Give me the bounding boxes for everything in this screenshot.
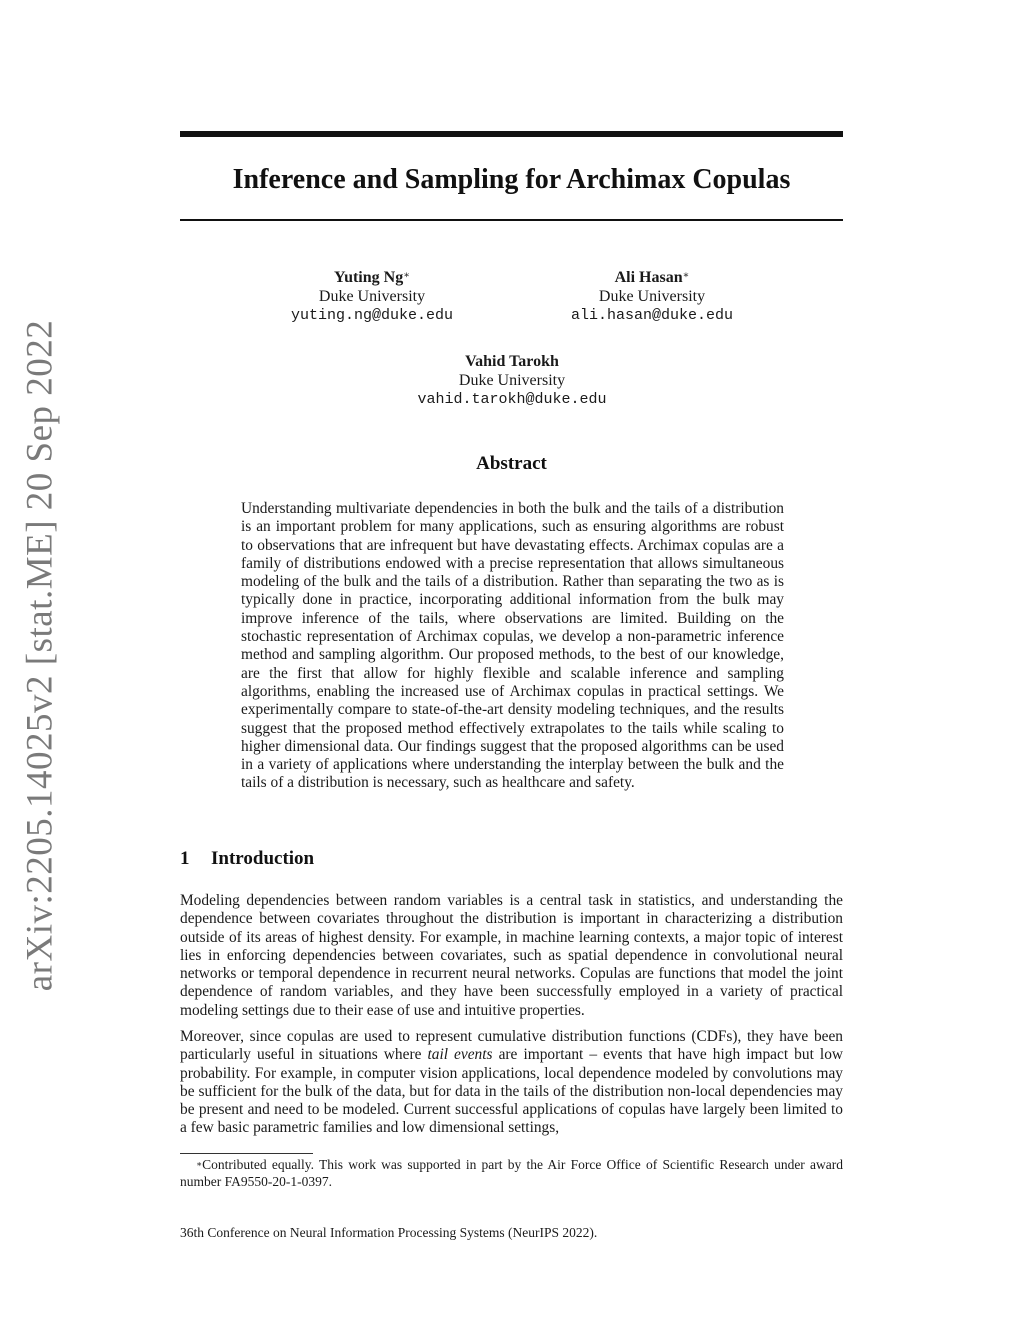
- author-name: Vahid Tarokh: [465, 353, 559, 370]
- footnote-text: Contributed equally. This work was supported in part by the Air Force Office of Scientific Research under award number FA9550-20-1-0397.: [180, 1157, 843, 1189]
- author-affiliation: Duke University: [598, 288, 706, 305]
- author-affiliation: Duke University: [318, 288, 426, 305]
- author-name-container: [400, 352, 624, 371]
- introduction-paragraph-1: Modeling dependencies between random variables is a central task in statistics, and understanding the dependence between covariates throughout the distribution is important in characterizing a distribution outside of its areas of highest density. For example, in machine learning contexts, a major topic of interest lies in enforcing dependencies between covariates, such as spatial dependence in convolutional neural networks or temporal dependence in recurrent neural networks. Copulas are functions that model the joint dependence of random variables, and they have been successfully employed in a variety of practical modeling settings due to their ease of use and intuitive properties.: [180, 892, 843, 1019]
- footnote: [180, 1157, 843, 1190]
- equal-contribution-mark: ∗: [403, 270, 410, 281]
- paper-title: Inference and Sampling for Archimax Copulas: [232, 164, 791, 195]
- author-email: ali.hasan@duke.edu: [570, 307, 734, 324]
- author-name-container: [272, 268, 472, 287]
- emphasized-term: tail events: [427, 1046, 493, 1064]
- section-number: 1: [180, 848, 190, 869]
- arxiv-identifier-text: arXiv:2205.14025v2 [stat.ME] 20 Sep 2022: [19, 319, 61, 991]
- author-affiliation: Duke University: [458, 372, 566, 389]
- footnote-separator: [180, 1153, 313, 1154]
- title-top-rule: [180, 131, 843, 137]
- abstract-heading: Abstract: [476, 453, 547, 474]
- author-name-container: [552, 268, 752, 287]
- author-block-2: [552, 268, 752, 325]
- author-name: Ali Hasan: [614, 269, 683, 286]
- author-name: Yuting Ng: [333, 269, 404, 286]
- author-email: vahid.tarokh@duke.edu: [417, 391, 607, 408]
- section-title: Introduction: [211, 848, 315, 869]
- author-block-1: [272, 268, 472, 325]
- abstract-text: Understanding multivariate dependencies in both the bulk and the tails of a distribution is an important problem for many applications, such as ensuring algorithms are robust to observations that are infrequent but have devastating effects. Archimax copulas are a family of distributions endowed with a precise representation that allows simultaneous modeling of the bulk and the tails of a distribution. Rather than separating the two as is typically done in practice, incorporating additional information from the bulk may improve inference of the tails, where observations are limited. Building on the stochastic representation of Archimax copulas, we develop a non-parametric inference method and sampling algorithm. Our proposed methods, to the best of our knowledge, are the first that allow for highly flexible and scalable inference and sampling algorithms, enabling the increased use of Archimax copulas in practical settings. We experimentally compare to state-of-the-art density modeling techniques, and the results suggest that the proposed method effectively extrapolates to the tails while scaling to higher dimensional data. Our findings suggest that the proposed algorithms can be used in a variety of applications where understanding the interplay between the bulk and the tails of a distribution is necessary, such as healthcare and safety.: [241, 500, 784, 792]
- arxiv-identifier-stamp: [10, 319, 70, 991]
- section-heading-introduction: [180, 848, 314, 870]
- title-bottom-rule: [180, 219, 843, 221]
- author-block-3: [400, 352, 624, 409]
- conference-note: 36th Conference on Neural Information Processing Systems (NeurIPS 2022).: [180, 1225, 598, 1240]
- author-email: yuting.ng@duke.edu: [290, 307, 454, 324]
- introduction-paragraph-2: [180, 1028, 843, 1138]
- equal-contribution-mark: ∗: [682, 270, 690, 281]
- footnote-mark: ∗: [196, 1159, 203, 1169]
- paragraph-text-segment: are important – events that have high impact but low probability. For example, in computer vision applications, local dependence modeled by convolutions may be sufficient for the bulk of the data, but for data in the tails of the distribution non-local dependencies may be present and need to be modeled. Current successful applications of copulas have largely been limited to a few basic parametric families and low dimensional settings,: [180, 1046, 844, 1137]
- paragraph-text-segment: Moreover, since copulas are used to represent cumulative distribution functions (CDFs), they have been particularly useful in situations where: [180, 1028, 843, 1064]
